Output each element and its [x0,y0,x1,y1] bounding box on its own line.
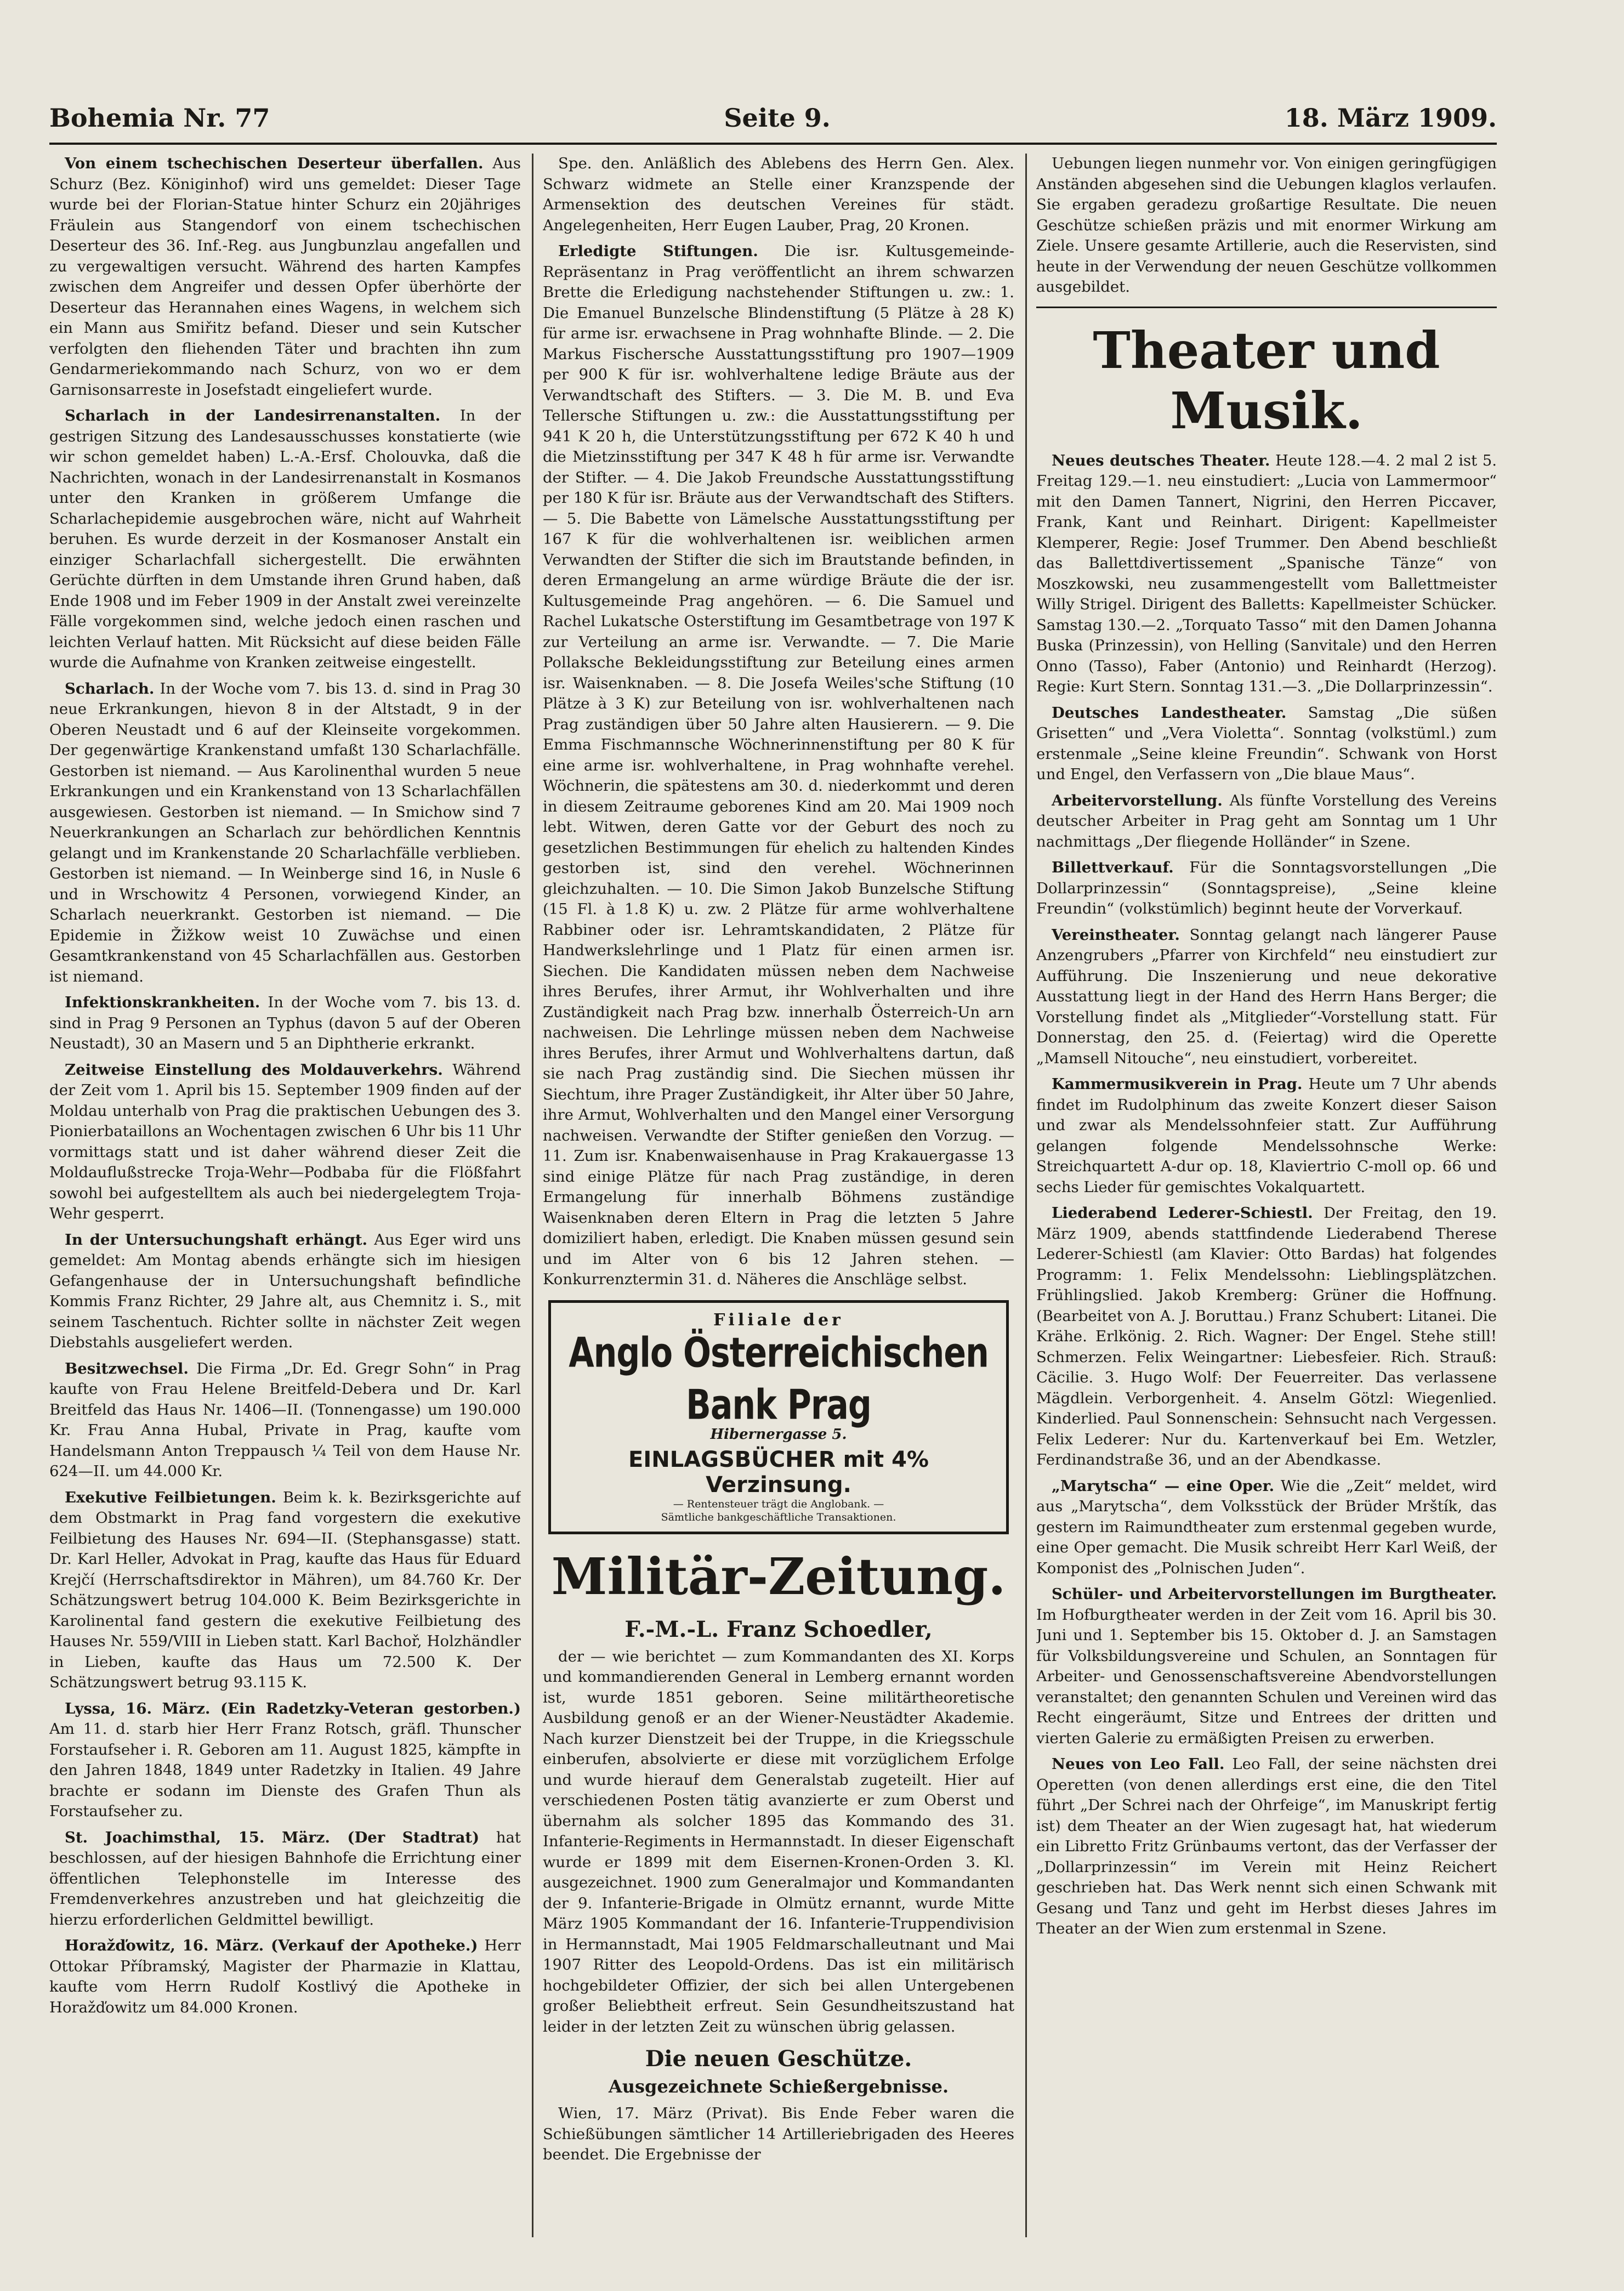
article-text: Beim k. k. Bezirksgerichte auf dem Obstmarkt in Prag fand vorgestern die exekutive Feilbietung des Hauses Nr. 694—II. (Stephansgasse) statt. Dr. Karl Heller, Advokat in Prag, kaufte das Haus für Eduard Krejčí (Herrschaftsdirektor in Mähren), um 84.760 Kr. Der Schätzungswert betrug 104.000 K. Beim Bezirksgerichte in Karolinental fand gestern die exekutive Feilbietung des Hauses Nr. 559/VIII in Lieben statt. Karl Bachoř, Holzhändler in Lieben, kaufte das Haus um 72.500 K. Der Schätzungswert betrug 93.115 K. [49,1488,521,1691]
article-heading: Arbeitervorstellung. [1052,791,1223,809]
article-text: Die isr. Kultusgemeinde-Repräsentanz in Prag veröffentlicht an ihrem schwarzen Brette die Erledigung nachstehender Stiftungen u. zw.: 1. Die Emanuel Bunzelsche Blindenstiftung (5 Plätze à 28 K) für arme isr. erwachsene in Prag wohnhafte Blinde. — 2. Die Markus Fischersche Ausstattungsstiftung pro 1907—1909 per 900 K für isr. wohlverhaltene ledige Bräute aus der Verwandtschaft des Stifters. — 3. Die M. B. und Eva Tellersche Stiftungen u. zw.: die Ausstattungsstiftung per 941 K 20 h, die Unterstützungsstiftung per 672 K 40 h und die Mietzinsstiftung per 347 K 48 h für arme isr. Verwandte der Stifter. — 4. Die Jakob Freundsche Ausstattungsstiftung per 180 K für isr. Bräute aus der Verwandtschaft des Stifters. — 5. Die Babette von Lämelsche Ausstattungsstiftung per 167 K für die wohlverhaltenen isr. weiblichen armen Verwandten der Stifter die sich im Brautstande befinden, in deren Ermangelung an arme würdige Bräute die der isr. Kultusgemeinde Prag angehören. — 6. Die Samuel und Rachel Lukatsche Osterstiftung im Gesamtbetrage von 197 K zur Verteilung an arme isr. Verwandte. — 7. Die Marie Pollaksche Bekleidungsstiftung zur Beteilung eines armen isr. Waisenknaben. — 8. Die Josefa Weiles'sche Stiftung (10 Plätze à 3 K) zur Beteilung von isr. wohlverhaltenen nach Prag zuständigen über 50 Jahre alten Hausierern. — 9. Die Emma Fischmannsche Wöchnerinnenstiftung per 80 K für eine arme isr. wohlverhaltene, in Prag wohnhafte verehel. Wöchnerin, die spätestens am 30. d. niederkommt und deren in diesem Zeitraume geborenes Kind am 20. Mai 1909 noch lebt. Witwen, deren Gatte vor der Geburt des noch zu gesetzlichen Bestimmungen für ehelich zu haltenden Kindes gestorben ist, sind den verehel. Wöchnerinnen gleichzuhalten. — 10. Die Simon Jakob Bunzelsche Stiftung (15 Fl. à 1.8 K) u. zw. 2 Plätze für arme wohlverhaltene Rabbiner oder isr. Lehramtskandidaten, 2 Plätze für Handwerkslehrlinge und 1 Platz für einen armen isr. Siechen. Die Kandidaten müssen neben dem Nachweise ihres Berufes, ihrer Armut, ihr Wohlverhalten und ihre Zuständigkeit nach Prag bzw. innerhalb Österreich-Un arn nachweisen. Die Lehrlinge müssen neben dem Nachweise ihres Berufes, ihrer Armut und Wohlverhaltens dartun, daß sie nach Prag zuständig sind. Die Siechen müssen ihr Siechtum, ihre Prager Zuständigkeit, ihr Alter über 50 Jahre, ihre Armut, Wohlverhalten und den Mangel einer Versorgung nachweisen. Verwandte der Stifter genießen den Vorzug. — 11. Zum isr. Knabenwaisenhause in Prag Krakauergasse 13 sind einige Plätze für nach Prag zuständige, in deren Ermangelung für innerhalb Böhmens zuständige Waisenknaben deren Eltern in Prag die letzten 5 Jahre domiziliert haben, erledigt. Die Knaben müssen gesund sein und im Alter von 6 bis 12 Jahren stehen. — Konkurrenztermin 31. d. Näheres die Anschläge selbst. [543,242,1014,1288]
article [1036,1584,1497,1749]
article [49,1488,521,1693]
guns-article-subtitle: Ausgezeichnete Schießergebnisse. [608,2076,949,2097]
article-heading: Neues deutsches Theater. [1052,451,1270,469]
ad-address: Hibernergasse 5. [710,1426,847,1443]
article-heading: Scharlach. [65,679,155,697]
header-date: 18. März 1909. [1284,103,1497,133]
article-heading: Zeitweise Einstellung des Moldauverkehrs. [65,1061,443,1079]
article-text: Die Firma „Dr. Ed. Gregr Sohn“ in Prag kaufte von Frau Helene Breitfeld-Debera und Dr. Karl Breitfeld das Haus Nr. 1406—II. (Tonnengasse) um 190.000 Kr. Frau Anna Hubal, Private in Prag, kaufte vom Handelsmann Anton Treppausch ¼ Teil von dem Hause Nr. 624—II. um 44.000 Kr. [49,1359,521,1480]
article [49,1699,521,1822]
article-text: Für die Sonntagsvorstellungen „Die Dollarprinzessin“ (Sonntagspreise), „Seine kleine Freundin“ (volkstümlich) beginnt heute der Vorverkauf. [1036,859,1497,917]
divider [1036,307,1497,308]
article-heading: Vereinstheater. [1052,926,1180,944]
ad-note: — Rentensteuer trägt die Anglobank. — [673,1498,884,1510]
article [543,154,1014,236]
article [49,1060,521,1224]
article-text: Am 11. d. starb hier Herr Franz Rotsch, gräfl. Thunscher Forstaufseher i. R. Geboren am 11. August 1825, kämpfte in den Jahren 1848, 1849 unter Radetzky in Italien. 49 Jahre brachte er sodann im Dienste des Grafen Thun als Forstaufseher zu. [49,1720,521,1820]
column-rule [532,154,533,2237]
article-text: Leo Fall, der seine nächsten drei Operetten (von denen allerdings erst eine, die den Titel führt „Der Schrei nach der Ohrfeige“, im Manuskript fertig ist) dem Theater an der Wien zugesagt hat, hat wiederum ein Libretto Fritz Grünbaums vertont, das der Verfasser der „Dollarprinzessin“ im Verein mit Heinz Reichert geschrieben hat. Das Werk nennt sich einen Schwank mit Gesang und Tanz und geht im Herbst dieses Jahres im Theater an der Wien zum erstenmal in Szene. [1036,1755,1497,1937]
guns-article-title: Die neuen Geschütze. [645,2046,912,2072]
article-heading: Schüler- und Arbeitervorstellungen im Burgtheater. [1052,1585,1497,1603]
article-heading: Infektionskrankheiten. [65,994,260,1011]
guns-article-continued: Uebungen liegen nunmehr vor. Von einigen geringfügigen Anständen abgesehen sind die Uebungen klaglos verlaufen. Sie ergaben geradezu großartige Resultate. Die neuen Geschütze schießen präzis und mit enormer Wirkung am Ziele. Unsere gesamte Artillerie, auch die Reservisten, sind heute in der Verwendung der neuen Geschütze vollkommen ausgebildet. [1036,155,1497,296]
article [49,1359,521,1482]
article-heading: In der Untersuchungshaft erhängt. [65,1230,368,1249]
article-heading: Exekutive Feilbietungen. [65,1488,276,1506]
article [1036,1476,1497,1579]
page-header [49,93,1497,145]
ad-offer: EINLAGSBÜCHER mit 4% Verzinsung. [628,1447,929,1498]
article-heading: Kammermusikverein in Prag. [1052,1075,1303,1093]
article [49,993,521,1054]
column-rule [1025,154,1027,2237]
article-heading: Horažďowitz, 16. März. (Verkauf der Apotheke.) [65,1937,478,1954]
article [1036,1203,1497,1471]
newspaper-page [38,77,1508,2248]
column-2 [543,154,1014,2237]
ad-top-line: Filiale der [713,1310,844,1330]
theater-section-title: Theater und Musik. [1093,320,1440,440]
columns [49,154,1497,2237]
article-text: Wie die „Zeit“ meldet, wird aus „Marytscha“, dem Volksstück der Brüder Mrštík, das gestern im Raimundtheater zum erstenmal gegeben wurde, eine Oper gemacht. Die Musik schreibt Herr Karl Weiß, der Komponist des „Polnischen Juden“. [1036,1477,1497,1577]
theater-articles [1036,451,1497,1940]
article-text: Spe. den. Anläßlich des Ablebens des Herrn Gen. Alex. Schwarz widmete an Stelle einer Kranzspende der Armensektion des deutschen Vereines für städt. Angelegenheiten, Herr Eugen Lauber, Prag, 20 Kronen. [543,155,1014,234]
column-1 [49,154,521,2237]
article-heading: Besitzwechsel. [65,1359,189,1377]
article-heading: Neues von Leo Fall. [1052,1755,1225,1773]
article-heading: Von einem tschechischen Deserteur überfallen. [65,155,484,172]
military-article-title: F.-M.-L. Franz Schoedler, [624,1616,933,1642]
article-heading: Deutsches Landestheater. [1052,704,1287,722]
article-heading: Erledigte Stiftungen. [558,242,758,260]
military-section-title: Militär-Zeitung. [551,1546,1006,1606]
article [543,241,1014,1290]
article-heading: St. Joachimsthal, 15. März. (Der Stadtrat) [65,1828,480,1846]
article-heading: Liederabend Lederer-Schiestl. [1052,1204,1313,1222]
article-text: Herr Ottokar Příbramský, Magister der Pharmazie in Klattau, kaufte vom Herrn Rudolf Kostlivý die Apotheke in Horažďowitz um 84.000 Kronen. [49,1937,521,2016]
article-text: Als fünfte Vorstellung des Vereins deutscher Arbeiter in Prag geht am Sonntag um 1 Uhr nachmittags „Der fliegende Holländer“ in Szene. [1036,791,1497,850]
article [1036,451,1497,697]
article [1036,1754,1497,1940]
article-text: hat beschlossen, auf der hiesigen Bahnhofe die Errichtung einer öffentlichen Telephonstelle im Interesse des Fremdenverkehres anzustreben und hat gleichzeitig die hierzu erforderlichen Geldmittel bewilligt. [49,1828,521,1929]
article [49,1230,521,1353]
article-text: In der Woche vom 7. bis 13. d. sind in Prag 30 neue Erkrankungen, hievon 8 in der Altstadt, 9 in der Oberen Neustadt und 6 auf der Kleinseite vorgekommen. Der gegenwärtige Krankenstand umfaßt 130 Scharlachfälle. Gestorben ist niemand. — Aus Karolinenthal wurden 5 neue Erkrankungen und ein Krankenstand von 13 Scharlachfällen ausgewiesen. Gestorben ist niemand. — In Smichow sind 7 Neuerkrankungen an Scharlach zur behördlichen Kenntnis gelangt und im Krankenstande 20 Scharlachfälle verblieben. Gestorben ist niemand. — In Weinberge sind 16, in Nusle 6 und in Wrschowitz 4 Personen, vorwiegend Kinder, an Scharlach neuerkrankt. Gestorben ist niemand. — Die Epidemie in Žižkow weist 10 Zuwächse und einen Gesamtkrankenstand von 45 Scharlachfällen aus. Gestorben ist niemand. [49,679,521,985]
article-text: In der gestrigen Sitzung des Landesausschusses konstatierte (wie wir schon gemeldet haben) L.-A.-Ersf. Cholouvka, daß die Nachrichten, wonach in der Landesirrenanstalt in Kosmanos unter den Kranken in größerem Umfange die Scharlachepidemie ausgebrochen wäre, nicht auf Wahrheit beruhen. Es wurde derzeit in der Kosmanoser Anstalt ein einziger Scharlachfall sichergestellt. Die erwähnten Gerüchte dürften in dem Umstande ihren Grund haben, daß Ende 1908 und im Feber 1909 in der Anstalt zwei vereinzelte Fälle vorgekommen sind, welche jedoch einen raschen und leichten Verlauf hatten. Mit Rücksicht auf diese beiden Fälle wurde die Aufnahme von Kranken zeitweise eingestellt. [49,407,521,671]
article-text: In der Woche vom 7. bis 13. d. sind in Prag 9 Personen an Typhus (davon 5 auf der Oberen Neustadt), 30 an Masern und 5 an Diphtherie erkrankt. [49,994,521,1052]
article [1036,925,1497,1069]
military-article-text: der — wie berichtet — zum Kommandanten des XI. Korps und kommandierenden General in Lemberg ernannt worden ist, wurde 1851 geboren. Seine militärtheoretische Ausbildung genoß er an der Wiener-Neustädter Akademie. Nach kurzer Dienstzeit bei der Truppe, in die Kriegsschule einberufen, absolvierte er diese mit vorzüglichem Erfolge und wurde hierauf dem Generalstab zugeteilt. Hier auf verschiedenen Posten tätig avanzierte er zum Oberst und übernahm als solcher 1895 das Kommando des 31. Infanterie-Regiments in Hermannstadt. In dieser Eigenschaft wurde er 1899 mit dem Eisernen-Kronen-Orden 3. Kl. ausgezeichnet. 1900 zum Generalmajor und Kommandanten der 9. Infanterie-Brigade in Olmütz ernannt, wurde Mitte März 1905 Kommandant der 16. Infanterie-Truppendivision in Hermannstadt, Mai 1905 Feldmarschalleutnant und Mai 1907 Ritter des Leopold-Ordens. Das ist ein militärisch hochgebildeter Offizier, der sich bei allen Untergebenen großer Beliebtheit erfreut. Sein Gesundheitszustand hat leider in der letzten Zeit zu wünschen übrig gelassen. [543,1647,1014,2035]
column-3 [1036,154,1497,2237]
ad-bank-name: Anglo Österreichischen Bank Prag [569,1329,989,1429]
article [49,1828,521,1931]
article [49,154,521,400]
article-text: Aus Schurz (Bez. Königinhof) wird uns gemeldet: Dieser Tage wurde bei der Florian-Statue hinter Schurz ein 20jähriges Fräulein aus Stangendorf von einem tschechischen Deserteur des 36. Inf.-Reg. aus Jungbunzlau angefallen und zu vergewaltigen versucht. Während des harten Kampfes zwischen dem Angreifer und dessen Opfer überhörte der Deserteur das Herannahen eines Wagens, in welchem sich ein Mann aus Smiřitz befand. Dieser und sein Kutscher verfolgten den fliehenden Täter und brachten ihn zum Gendarmeriekommando nach Schurz, von wo er dem Garnisonsarreste in Josefstadt eingeliefert wurde. [49,155,521,399]
header-page-number: Seite 9. [724,103,831,133]
article [49,679,521,988]
article-heading: Billettverkauf. [1052,859,1174,876]
article-text: Im Hofburgtheater werden in der Zeit vom 16. April bis 30. Juni und 1. September bis 15. Oktober d. J. an Samstagen für Volksbildungsvereine und Schulen, an Sonntagen für Arbeiter- und Genossenschaftsvereine Abendvorstellungen veranstaltet; den genannten Schulen und Vereinen wird das Recht eingeräumt, Sitze und Entrees der dritten und vierten Galerie zu ermäßigten Preisen zu erwerben. [1036,1606,1497,1747]
article-heading: Lyssa, 16. März. (Ein Radetzky-Veteran gestorben.) [65,1699,521,1717]
article-text: Aus Eger wird uns gemeldet: Am Montag abends erhängte sich im hiesigen Gefangenhause der in Untersuchungshaft befindliche Kommis Franz Richter, 29 Jahre alt, aus Chemnitz i. S., mit seinem Taschentuch. Richter sollte in nächster Zeit wegen Diebstahls ausgeliefert werden. [49,1230,521,1351]
article [49,406,521,673]
article [49,1936,521,2018]
article-text: Samstag „Die süßen Grisetten“ und „Vera Violetta“. Sonntag (volkstüml.) zum erstenmale „Seine kleine Freundin“. Schwank von Horst und Engel, den Verfassern von „Die blaue Maus“. [1036,704,1497,783]
article-text: Heute 128.—4. 2 mal 2 ist 5. Freitag 129.—1. neu einstudiert: „Lucia von Lammermoor“ mit den Damen Tannert, Nigrini, den Herren Piccaver, Frank, Kant und Reinhart. Dirigent: Kapellmeister Klemperer, Regie: Josef Trummer. Den Abend beschließt das Ballettdivertissement „Spanische Tänze“ von Moszkowski, neu zusammengestellt vom Ballettmeister Willy Strigel. Dirigent des Balletts: Kapellmeister Schücker. Samstag 130.—2. „Torquato Tasso“ mit den Damen Johanna Buska (Prinzessin), von Helling (Sanvitale) und den Herren Onno (Tasso), Faber (Antonio) und Reinhardt (Herzog). Regie: Kurt Stern. Sonntag 131.—3. „Die Dollarprinzessin“. [1036,451,1497,695]
column-2-articles [543,154,1014,1290]
article-text: Während der Zeit vom 1. April bis 15. September 1909 finden auf der Moldau unterhalb von Prag die praktischen Uebungen des 3. Pionierbataillons an Wochentagen zwischen 6 Uhr bis 11 Uhr vormittags statt und ist daher während dieser Zeit die Moldauflußstrecke Troja-Wehr—Podbaba für die Flößfahrt sowohl bei aufgestelltem als auch bei niedergelegtem Troja-Wehr gesperrt. [49,1061,521,1222]
bank-advertisement [548,1300,1009,1534]
article-heading: Scharlach in der Landesirrenanstalten. [65,407,441,424]
article-heading: „Marytscha“ — eine Oper. [1052,1477,1275,1495]
article [1036,1074,1497,1198]
article-text: Heute um 7 Uhr abends findet im Rudolphinum das zweite Konzert dieser Saison und zwar als Mendelssohnfeier statt. Zur Aufführung gelangen folgende Mendelssohnsche Werke: Streichquartett A-dur op. 18, Klaviertrio C-moll op. 66 und sechs Lieder für gemischtes Vokalquartett. [1036,1075,1497,1196]
article [1036,703,1497,785]
header-issue: Bohemia Nr. 77 [49,103,270,133]
article-text: Der Freitag, den 19. März 1909, abends stattfindende Liederabend Therese Lederer-Schiestl (am Klavier: Otto Bardas) hat folgendes Programm: 1. Felix Mendelssohn: Lieblingsplätzchen. Frühlingslied. Jakob Kremberg: Grüner die Hoffnung. (Bearbeitet von A. J. Boruttau.) Franz Schubert: Litanei. Die Krähe. Erlkönig. 2. Rich. Wagner: Der Engel. Stehe still! Schmerzen. Felix Weingartner: Liebesfeier. Rich. Strauß: Cäcilie. 3. Hugo Wolf: Der Feuerreiter. Das verlassene Mägdlein. Verborgenheit. 4. Anselm Götzl: Wiegenlied. Kinderlied. Paul Sonnenschein: Sehnsucht nach Vergessen. Felix Lederer: Nur du. Kartenverkauf bei Em. Wetzler, Ferdinandstraße 36, und an der Abendkasse. [1036,1204,1497,1468]
article-text: Sonntag gelangt nach längerer Pause Anzengrubers „Pfarrer von Kirchfeld“ neu einstudiert zur Aufführung. Die Inszenierung und neue dekorative Ausstattung liegt in der Hand des Herrn Hans Berger; die Vorstellung findet als „Mitglieder“-Vorstellung statt. Für Donnerstag, den 25. d. (Feiertag) wird die Operette „Mamsell Nitouche“, neu einstudiert, vorbereitet. [1036,926,1497,1067]
ad-note: Sämtliche bankgeschäftliche Transaktionen. [661,1511,896,1523]
article [1036,791,1497,853]
article [1036,858,1497,920]
guns-article-text: Wien, 17. März (Privat). Bis Ende Feber waren die Schießübungen sämtlicher 14 Artilleriebrigaden des Heeres beendet. Die Ergebnisse der [543,2105,1014,2163]
